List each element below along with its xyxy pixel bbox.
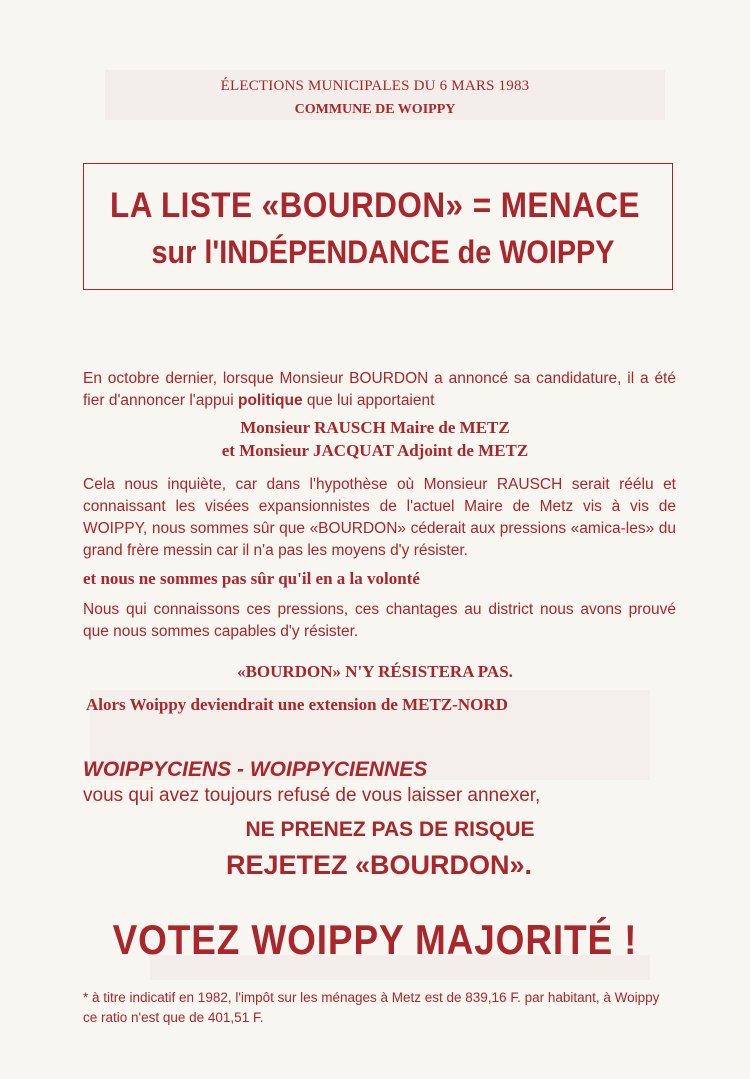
volonte-statement: et nous ne sommes pas sûr qu'il en a la volonté bbox=[83, 569, 420, 588]
ne-prenez-line: NE PRENEZ PAS DE RISQUE bbox=[245, 818, 535, 841]
paragraph-announcement-end: que lui apportaient bbox=[302, 392, 435, 409]
supporters-line-1: Monsieur RAUSCH Maire de METZ bbox=[240, 418, 510, 437]
paragraph-pressures: Nous qui connaissons ces pressions, ces chantages au district nous avons prouvé que nous sommes capables d'y résister. bbox=[83, 601, 676, 640]
resistera-statement: «BOURDON» N'Y RÉSISTERA PAS. bbox=[237, 662, 513, 681]
politique-emphasis: politique bbox=[238, 392, 303, 409]
votez-slogan: VOTEZ WOIPPY MAJORITÉ ! bbox=[112, 916, 638, 963]
paragraph-announcement-start: En octobre dernier, lorsque Monsieur BOURDON a annoncé sa candidature, il a été fier d'annoncer l'appui bbox=[83, 370, 676, 409]
paragraph-announcement bbox=[83, 368, 676, 412]
woippyciens-heading: WOIPPYCIENS - WOIPPYCIENNES bbox=[83, 758, 428, 781]
supporters-line-2: et Monsieur JACQUAT Adjoint de METZ bbox=[221, 441, 529, 460]
vous-line: vous qui avez toujours refusé de vous laisser annexer, bbox=[83, 785, 541, 806]
footnote: * à titre indicatif en 1982, l'impôt sur les ménages à Metz est de 839,16 F. par habitant, à Woippy ce ratio n'est que de 401,51 F. bbox=[83, 990, 660, 1025]
rejetez-line: REJETEZ «BOURDON». bbox=[225, 850, 533, 880]
title-line-1: LA LISTE «BOURDON» = MENACE bbox=[110, 186, 640, 225]
commune-header: COMMUNE DE WOIPPY bbox=[294, 102, 456, 117]
election-header: ÉLECTIONS MUNICIPALES DU 6 MARS 1983 bbox=[220, 78, 530, 94]
paragraph-concern: Cela nous inquiète, car dans l'hypothèse où Monsieur RAUSCH serait réélu et connaissant les visées expansionnistes de l'actuel Maire de Metz vis à vis de WOIPPY, nous sommes sûr que «BOURDON» céderait aux pressions «amica-les» du grand frère messin car il n'a pas les moyens d'y résister. bbox=[83, 476, 676, 559]
extension-statement: Alors Woippy deviendrait une extension de METZ-NORD bbox=[86, 695, 508, 714]
title-line-2: sur l'INDÉPENDANCE de WOIPPY bbox=[151, 234, 615, 270]
